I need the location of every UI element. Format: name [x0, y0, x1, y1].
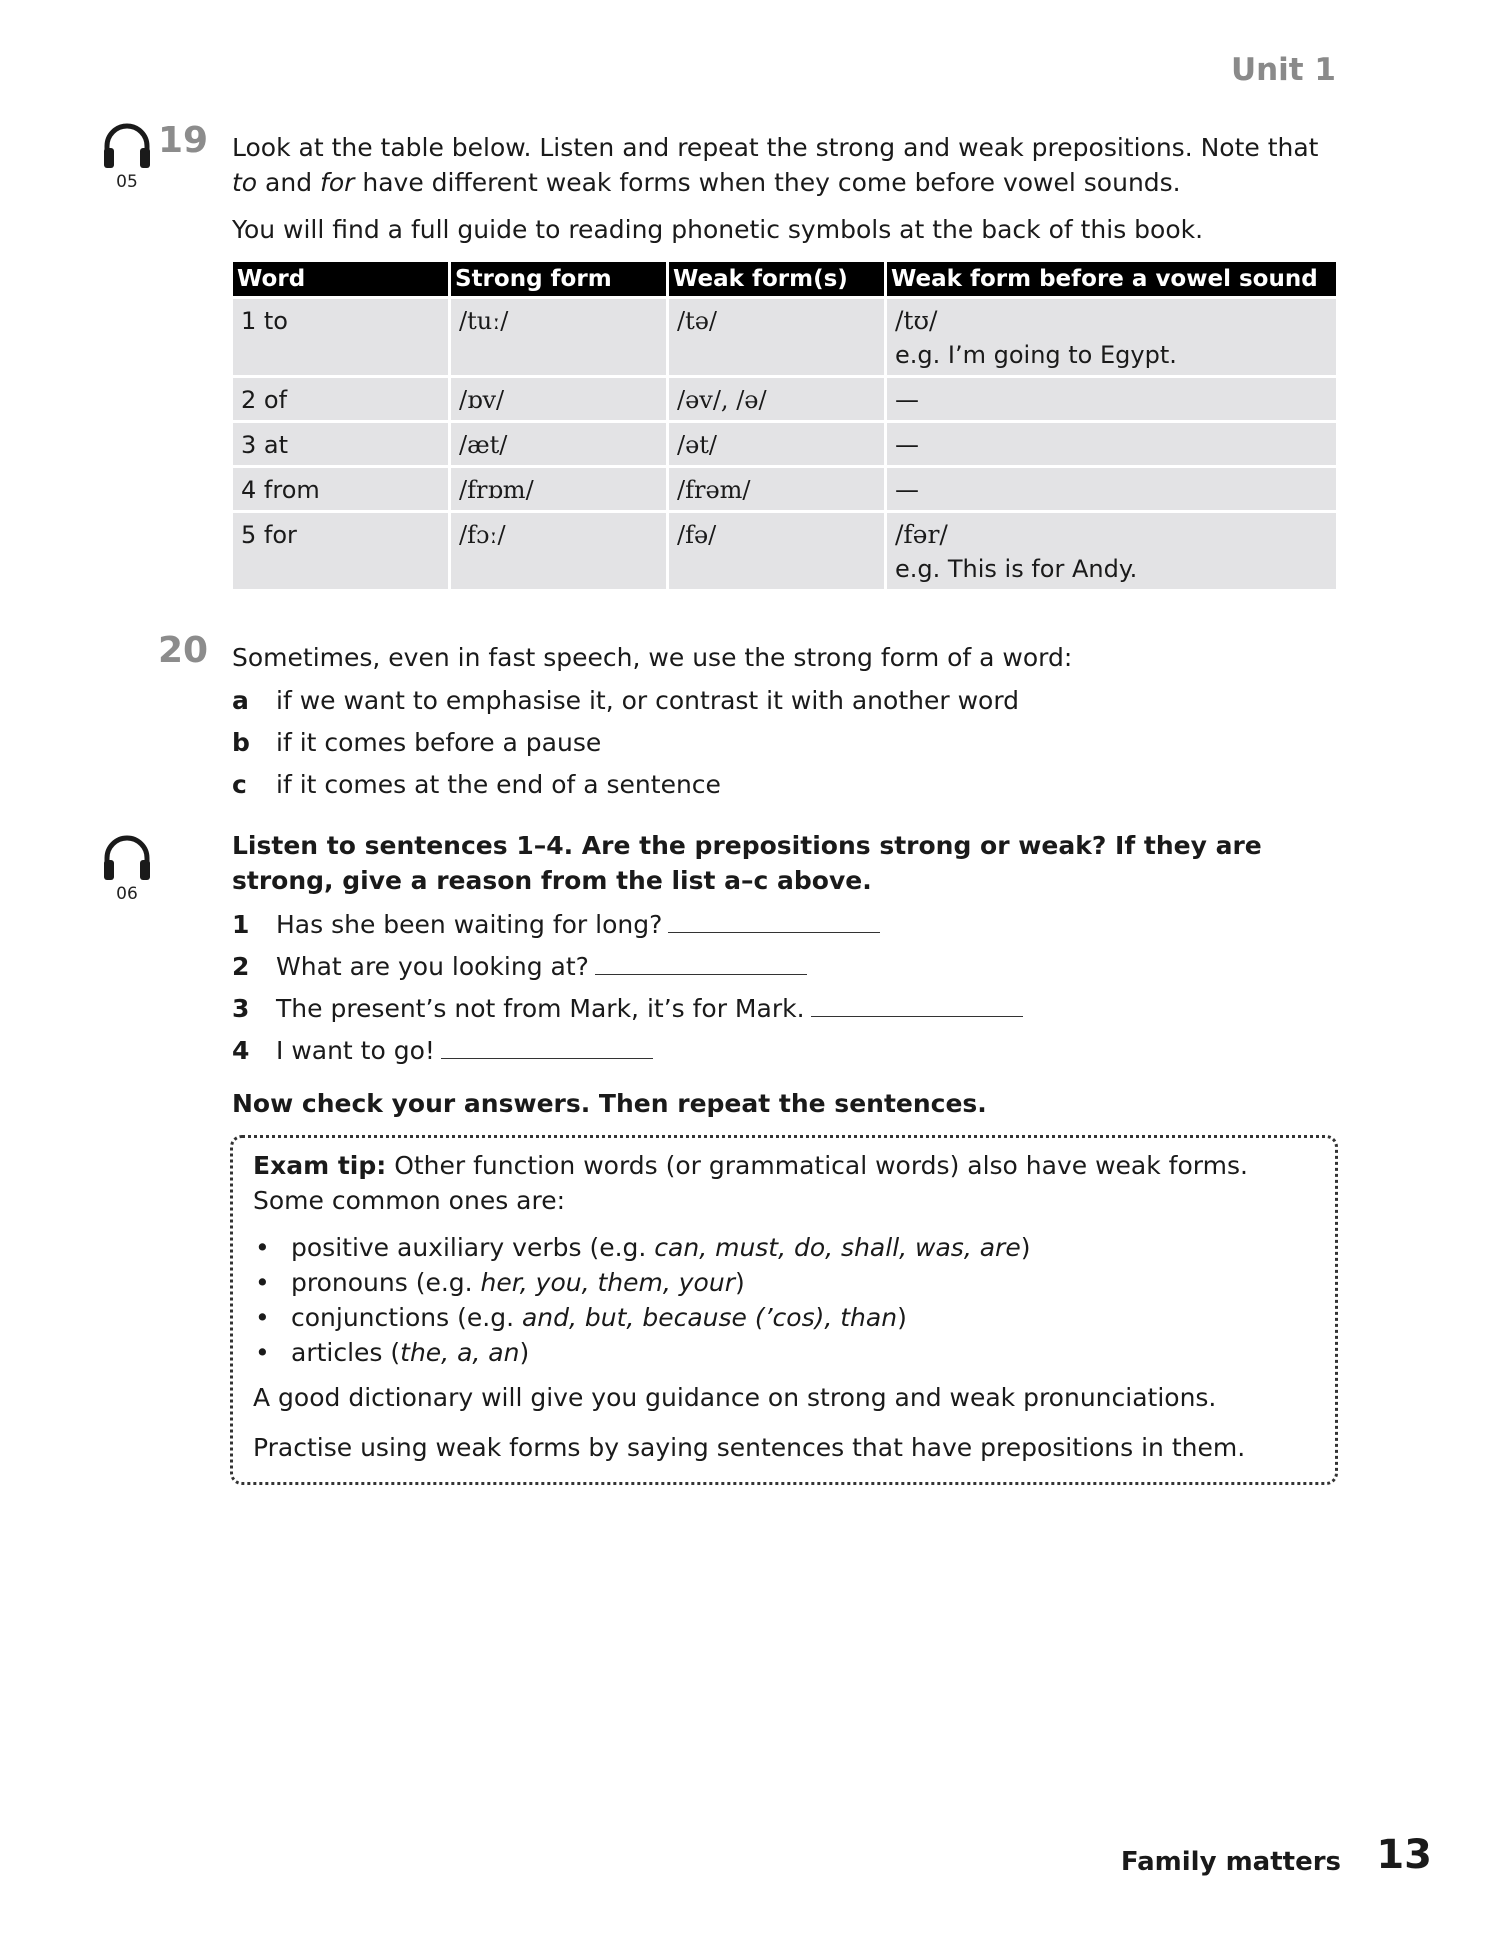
exam-tip-intro: Exam tip: Other function words (or grammatical words) also have weak forms. Some common ones are: [253, 1151, 1248, 1215]
exam-tip-box [230, 1135, 1338, 1485]
sentence-item: 4 I want to go! [232, 1030, 1023, 1072]
table-row [233, 378, 1336, 420]
list-item: • articles (the, a, an) [255, 1338, 530, 1367]
list-item: • conjunctions (e.g. and, but, because (’cos), than) [255, 1303, 907, 1332]
list-item: • pronouns (e.g. her, you, them, your) [255, 1268, 745, 1297]
vowel-form-cell: — [887, 378, 1336, 420]
listen-instruction: Listen to sentences 1–4. Are the prepositions strong or weak? If they are strong, give a reason from the list a–c above. [232, 831, 1262, 895]
check-answers-text: Now check your answers. Then repeat the sentences. [232, 1089, 987, 1118]
list-item: a if we want to emphasise it, or contrast it with another word [232, 686, 1020, 715]
exam-tip-practise: Practise using weak forms by saying sentences that have prepositions in them. [253, 1433, 1246, 1462]
sentences-list [232, 904, 1023, 1072]
exercise-number-19: 19 [158, 120, 209, 161]
exercise-20-intro: Sometimes, even in fast speech, we use the strong form of a word: [232, 643, 1073, 672]
vowel-form-cell: /fər/ e.g. This is for Andy. [887, 513, 1336, 589]
exam-tip-dictionary: A good dictionary will give you guidance on strong and weak pronunciations. [253, 1383, 1217, 1412]
audio-track-number: 05 [116, 172, 138, 192]
exercise-number-20: 20 [158, 630, 209, 671]
sentence-item: 1 Has she been waiting for long? [232, 904, 1023, 946]
weak-form-cell: /frəm/ [669, 468, 884, 510]
list-item: • positive auxiliary verbs (e.g. can, must, do, shall, was, are) [255, 1233, 1031, 1262]
strong-form-cell: /ɒv/ [451, 378, 666, 420]
word-cell: 4 from [233, 468, 448, 510]
sentence-item: 2 What are you looking at? [232, 946, 1023, 988]
weak-form-cell: /tə/ [669, 299, 884, 375]
answer-blank[interactable] [595, 973, 807, 975]
vowel-form-cell: — [887, 468, 1336, 510]
exercise-19-instruction: Look at the table below. Listen and repeat the strong and weak prepositions. Note that to and for have different weak forms when they come before vowel sounds. [232, 133, 1319, 197]
table-header: Weak form before a vowel sound [887, 262, 1336, 296]
footer-title: Family matters [1120, 1847, 1341, 1877]
table-row [233, 423, 1336, 465]
example-text: e.g. I’m going to Egypt. [895, 341, 1177, 369]
example-text: e.g. This is for Andy. [895, 555, 1138, 583]
table-row [233, 513, 1336, 589]
sentence-item: 3 The present’s not from Mark, it’s for Mark. [232, 988, 1023, 1030]
headphones-icon [101, 120, 153, 170]
weak-form-cell: /əv/, /ə/ [669, 378, 884, 420]
prepositions-table [230, 259, 1339, 592]
strong-form-cell: /æt/ [451, 423, 666, 465]
word-cell: 2 of [233, 378, 448, 420]
answer-blank[interactable] [811, 1015, 1023, 1017]
answer-blank[interactable] [668, 931, 880, 933]
exam-tip-list [253, 1230, 1315, 1370]
audio-track-number: 06 [116, 884, 138, 904]
table-header: Weak form(s) [669, 262, 884, 296]
strong-form-cell: /fɔː/ [451, 513, 666, 589]
unit-label: Unit 1 [1230, 52, 1336, 88]
strong-form-cell: /tuː/ [451, 299, 666, 375]
vowel-form-cell: /tʊ/ e.g. I’m going to Egypt. [887, 299, 1336, 375]
audio-track-05[interactable] [98, 120, 156, 192]
reasons-list [232, 680, 1019, 806]
word-cell: 1 to [233, 299, 448, 375]
audio-track-06[interactable] [98, 832, 156, 904]
weak-form-cell: /fə/ [669, 513, 884, 589]
word-cell: 3 at [233, 423, 448, 465]
table-header: Word [233, 262, 448, 296]
list-item: b if it comes before a pause [232, 728, 602, 757]
strong-form-cell: /frɒm/ [451, 468, 666, 510]
table-header-row [233, 262, 1336, 296]
phonetic-guide-note: You will find a full guide to reading phonetic symbols at the back of this book. [232, 215, 1204, 244]
vowel-form-cell: — [887, 423, 1336, 465]
table-row [233, 299, 1336, 375]
page-number: 13 [1376, 1832, 1432, 1878]
table-row [233, 468, 1336, 510]
weak-form-cell: /ət/ [669, 423, 884, 465]
list-item: c if it comes at the end of a sentence [232, 770, 721, 799]
answer-blank[interactable] [441, 1057, 653, 1059]
table-header: Strong form [451, 262, 666, 296]
word-cell: 5 for [233, 513, 448, 589]
headphones-icon [101, 832, 153, 882]
